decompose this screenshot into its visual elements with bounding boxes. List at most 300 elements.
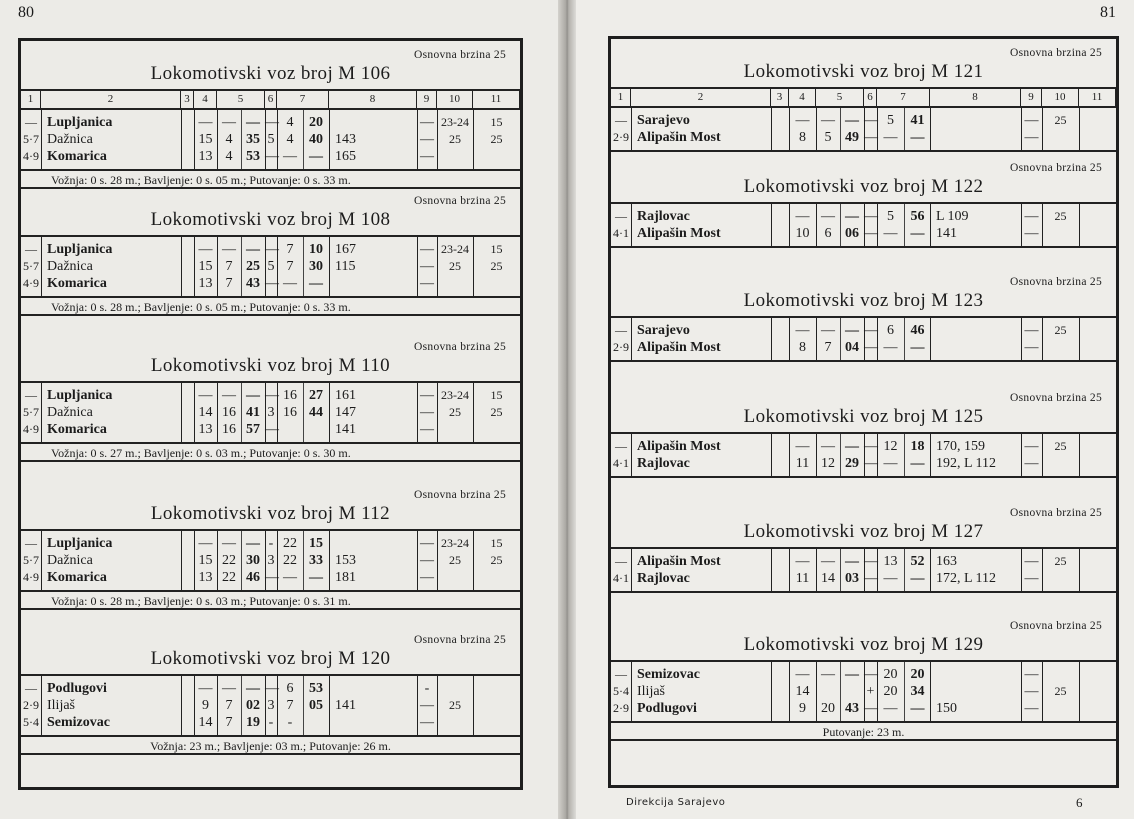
column-header: 9 bbox=[1021, 89, 1042, 106]
column-header: 3 bbox=[181, 91, 194, 108]
travel-summary: Vožnja: 0 s. 28 m.; Bavljenje: 0 s. 05 m.; Putovanje: 0 s. 33 m. bbox=[21, 171, 520, 189]
cell-c7a: — bbox=[283, 276, 297, 291]
cell-c8: 143 bbox=[335, 132, 356, 147]
cell-c6: - bbox=[268, 715, 274, 730]
column-header: 10 bbox=[437, 91, 473, 108]
cell-c9: — bbox=[1024, 209, 1039, 224]
cell-c5b: — bbox=[246, 388, 260, 403]
timetable-block bbox=[21, 333, 520, 483]
timetable-row bbox=[611, 129, 1116, 146]
cell-c6: 3 bbox=[267, 405, 275, 420]
cell-c7b: — bbox=[309, 570, 323, 585]
cell-c7b: — bbox=[910, 571, 925, 586]
cell-c6: — bbox=[265, 681, 279, 696]
cell-km: — bbox=[615, 209, 627, 223]
cell-c10: 25 bbox=[1054, 554, 1067, 568]
cell-c5b: — bbox=[246, 536, 260, 551]
column-header: 11 bbox=[1079, 89, 1116, 106]
cell-c7b: 40 bbox=[309, 132, 323, 147]
book-spine bbox=[558, 0, 576, 819]
station-name: Rajlovac bbox=[637, 209, 690, 224]
station-name: Alipašin Most bbox=[637, 554, 721, 569]
cell-c9: — bbox=[420, 553, 434, 568]
timetable-block bbox=[21, 41, 520, 191]
column-header: 8 bbox=[930, 89, 1021, 106]
cell-c5a: — bbox=[222, 242, 236, 257]
column-header: 9 bbox=[417, 91, 437, 108]
speed-label: Osnovna brzina 25 bbox=[414, 49, 506, 61]
cell-c6: — bbox=[864, 667, 878, 682]
cell-c10: 25 bbox=[1054, 684, 1067, 698]
cell-c6: - bbox=[268, 536, 274, 551]
cell-km: — bbox=[615, 439, 627, 453]
train-title bbox=[611, 61, 1116, 83]
cell-c4: — bbox=[198, 242, 213, 257]
timetable-row bbox=[21, 535, 520, 552]
cell-c5b: 43 bbox=[845, 701, 859, 716]
cell-c7a: 13 bbox=[883, 554, 898, 569]
cell-c9: — bbox=[420, 715, 434, 730]
cell-c6: — bbox=[265, 242, 279, 257]
column-header: 4 bbox=[194, 91, 217, 108]
cell-c7b: 41 bbox=[910, 113, 925, 128]
cell-c5b: — bbox=[246, 242, 260, 257]
cell-km: — bbox=[25, 388, 37, 402]
station-name: Dažnica bbox=[47, 553, 93, 568]
cell-c5b: 30 bbox=[246, 553, 260, 568]
cell-c5b: 43 bbox=[246, 276, 260, 291]
cell-c5a: — bbox=[222, 115, 236, 130]
cell-c7a: 12 bbox=[883, 439, 898, 454]
station-name: Semizovac bbox=[47, 715, 110, 730]
cell-c4: — bbox=[795, 554, 810, 569]
speed-label: Osnovna brzina 25 bbox=[1010, 507, 1102, 519]
station-name: Dažnica bbox=[47, 132, 93, 147]
travel-summary: Vožnja: 0 s. 28 m.; Bavljenje: 0 s. 03 m.; Putovanje: 0 s. 31 m. bbox=[21, 592, 520, 610]
speed-label: Osnovna brzina 25 bbox=[1010, 47, 1102, 59]
cell-c6: 5 bbox=[267, 259, 275, 274]
cell-c5b: — bbox=[845, 439, 859, 454]
cell-c8: 153 bbox=[335, 553, 356, 568]
cell-c9: — bbox=[420, 536, 434, 551]
column-header: 1 bbox=[21, 91, 41, 108]
cell-c5b: 25 bbox=[246, 259, 260, 274]
cell-km: 4·1 bbox=[613, 226, 629, 240]
cell-c9: - bbox=[424, 681, 430, 696]
cell-c10: 25 bbox=[449, 259, 461, 273]
cell-c10: 25 bbox=[1054, 209, 1067, 223]
timetable-frame-right bbox=[608, 36, 1119, 788]
cell-c5b: 53 bbox=[246, 149, 260, 164]
cell-km: 2·9 bbox=[613, 340, 629, 354]
cell-c4: 8 bbox=[799, 130, 806, 145]
cell-c6: — bbox=[864, 209, 878, 224]
cell-c5a: 12 bbox=[821, 456, 835, 471]
cell-c5a: 7 bbox=[225, 698, 233, 713]
cell-c5b: — bbox=[845, 323, 859, 338]
cell-km: 5·7 bbox=[23, 405, 39, 419]
timetable-row bbox=[21, 114, 520, 131]
cell-c5b: 04 bbox=[845, 340, 859, 355]
column-header: 2 bbox=[631, 89, 771, 106]
cell-c6: — bbox=[265, 422, 279, 437]
cell-c6: — bbox=[864, 113, 878, 128]
travel-summary: Vožnja: 0 s. 28 m.; Bavljenje: 0 s. 05 m.; Putovanje: 0 s. 33 m. bbox=[21, 298, 520, 316]
cell-c10: 25 bbox=[449, 553, 461, 567]
cell-c7a: 22 bbox=[283, 536, 297, 551]
column-header: 6 bbox=[265, 91, 277, 108]
cell-c5a: 6 bbox=[824, 226, 832, 241]
cell-c6: — bbox=[265, 149, 279, 164]
cell-c11: 15 bbox=[490, 242, 503, 256]
timetable-row bbox=[611, 208, 1116, 225]
timetable-row bbox=[611, 553, 1116, 570]
cell-c4: 11 bbox=[795, 571, 810, 586]
cell-c7a: 6 bbox=[286, 681, 294, 696]
train-number: M 121 bbox=[931, 61, 984, 82]
cell-c7a: 6 bbox=[887, 323, 894, 338]
cell-c6: — bbox=[864, 456, 878, 471]
cell-c7b: 15 bbox=[309, 536, 323, 551]
cell-c7a: 16 bbox=[283, 388, 297, 403]
cell-c9: — bbox=[420, 132, 434, 147]
cell-c9: — bbox=[1024, 554, 1039, 569]
cell-c7a: — bbox=[883, 226, 898, 241]
column-header: 11 bbox=[473, 91, 520, 108]
speed-label: Osnovna brzina 25 bbox=[1010, 392, 1102, 404]
cell-c6: + bbox=[866, 684, 875, 699]
cell-c7b: — bbox=[309, 276, 323, 291]
station-name: Ilijaš bbox=[47, 698, 75, 713]
timetable-row bbox=[21, 241, 520, 258]
cell-c4: 13 bbox=[198, 422, 213, 437]
station-name: Rajlovac bbox=[637, 571, 690, 586]
column-header: 5 bbox=[217, 91, 265, 108]
cell-c6: 5 bbox=[267, 132, 275, 147]
cell-c7a: 7 bbox=[286, 259, 294, 274]
cell-c9: — bbox=[1024, 571, 1039, 586]
cell-c10: 25 bbox=[1054, 323, 1067, 337]
cell-c7a: 4 bbox=[286, 115, 294, 130]
train-number: M 120 bbox=[338, 648, 391, 669]
cell-c10: 23-24 bbox=[441, 536, 469, 550]
train-title bbox=[21, 209, 520, 231]
timetable-body bbox=[611, 204, 1116, 248]
speed-label: Osnovna brzina 25 bbox=[414, 489, 506, 501]
publisher-note: Direkcija Sarajevo bbox=[626, 797, 726, 808]
train-title bbox=[21, 503, 520, 525]
cell-c9: — bbox=[420, 422, 434, 437]
timetable-row bbox=[21, 275, 520, 292]
cell-c5b: 03 bbox=[845, 571, 859, 586]
cell-c6: — bbox=[864, 554, 878, 569]
timetable-row bbox=[611, 570, 1116, 587]
cell-c5a: 7 bbox=[225, 276, 233, 291]
cell-c7a: 22 bbox=[283, 553, 297, 568]
timetable-row bbox=[21, 680, 520, 697]
train-number: M 127 bbox=[931, 521, 984, 542]
right-page bbox=[568, 0, 1134, 819]
cell-c8: 150 bbox=[936, 701, 957, 716]
cell-c7a: 7 bbox=[286, 698, 294, 713]
travel-summary: Vožnja: 23 m.; Bavljenje: 03 m.; Putovanje: 26 m. bbox=[21, 737, 520, 755]
column-header-row bbox=[611, 87, 1116, 108]
train-title bbox=[611, 521, 1116, 543]
timetable-block bbox=[21, 626, 520, 776]
speed-label: Osnovna brzina 25 bbox=[1010, 276, 1102, 288]
column-header: 4 bbox=[789, 89, 816, 106]
cell-c9: — bbox=[1024, 340, 1039, 355]
title-prefix: Lokomotivski voz broj bbox=[743, 634, 927, 655]
cell-c9: — bbox=[420, 149, 434, 164]
cell-c5a: — bbox=[821, 439, 835, 454]
cell-c11: 15 bbox=[490, 115, 503, 129]
cell-c9: — bbox=[420, 259, 434, 274]
cell-c5a: — bbox=[821, 667, 835, 682]
cell-km: 4·1 bbox=[613, 571, 629, 585]
train-title bbox=[611, 176, 1116, 198]
cell-c4: 8 bbox=[799, 340, 806, 355]
cell-c7b: 34 bbox=[910, 684, 925, 699]
station-name: Alipašin Most bbox=[637, 340, 721, 355]
station-name: Semizovac bbox=[637, 667, 700, 682]
cell-c5a: 16 bbox=[222, 422, 236, 437]
cell-c6: — bbox=[864, 439, 878, 454]
cell-c7b: 44 bbox=[309, 405, 323, 420]
cell-c4: 13 bbox=[198, 570, 213, 585]
cell-c5b: 06 bbox=[845, 226, 859, 241]
station-name: Sarajevo bbox=[637, 113, 690, 128]
cell-km: — bbox=[615, 667, 627, 681]
cell-km: 2·9 bbox=[23, 698, 39, 712]
cell-c8: 141 bbox=[335, 422, 356, 437]
cell-c7b: 27 bbox=[309, 388, 323, 403]
cell-c5a: — bbox=[821, 554, 835, 569]
cell-c5b: 29 bbox=[845, 456, 859, 471]
cell-c9: — bbox=[420, 698, 434, 713]
cell-c8: 167 bbox=[335, 242, 356, 257]
cell-c4: 15 bbox=[198, 553, 213, 568]
train-title bbox=[611, 634, 1116, 656]
title-prefix: Lokomotivski voz broj bbox=[743, 61, 927, 82]
station-name: Komarica bbox=[47, 422, 107, 437]
cell-c9: — bbox=[1024, 113, 1039, 128]
cell-c9: — bbox=[1024, 667, 1039, 682]
cell-c5b: — bbox=[845, 554, 859, 569]
cell-c5b: 02 bbox=[246, 698, 260, 713]
cell-km: 4·9 bbox=[23, 422, 39, 436]
cell-c7b: 18 bbox=[910, 439, 925, 454]
column-header: 2 bbox=[41, 91, 181, 108]
title-prefix: Lokomotivski voz broj bbox=[150, 355, 334, 376]
timetable-row bbox=[21, 258, 520, 275]
cell-c7b: 30 bbox=[309, 259, 323, 274]
cell-c10: 25 bbox=[449, 698, 461, 712]
cell-c5a: — bbox=[821, 113, 835, 128]
cell-c10: 25 bbox=[1054, 113, 1067, 127]
cell-c8: L 109 bbox=[936, 209, 969, 224]
timetable-row bbox=[21, 697, 520, 714]
train-number: M 110 bbox=[338, 355, 391, 376]
title-prefix: Lokomotivski voz broj bbox=[150, 503, 334, 524]
cell-c8: 172, L 112 bbox=[936, 571, 997, 586]
cell-km: 4·9 bbox=[23, 276, 39, 290]
cell-c7b: — bbox=[309, 149, 323, 164]
cell-c4: — bbox=[795, 323, 810, 338]
timetable-row bbox=[611, 700, 1116, 717]
train-number: M 108 bbox=[338, 209, 391, 230]
cell-c9: — bbox=[420, 115, 434, 130]
station-name: Ilijaš bbox=[637, 684, 665, 699]
cell-km: — bbox=[25, 681, 37, 695]
cell-km: 2·9 bbox=[613, 701, 629, 715]
cell-c7b: — bbox=[910, 701, 925, 716]
column-header-row bbox=[21, 89, 520, 110]
cell-c7a: 4 bbox=[286, 132, 294, 147]
cell-c4: 15 bbox=[198, 259, 213, 274]
cell-c5a: 22 bbox=[222, 553, 236, 568]
cell-c9: — bbox=[420, 570, 434, 585]
cell-c7a: 16 bbox=[283, 405, 297, 420]
cell-c6: — bbox=[265, 570, 279, 585]
cell-c5b: 35 bbox=[246, 132, 260, 147]
cell-c4: — bbox=[198, 681, 213, 696]
cell-c7b: — bbox=[910, 226, 925, 241]
speed-label: Osnovna brzina 25 bbox=[414, 634, 506, 646]
cell-c11: 15 bbox=[490, 536, 503, 550]
cell-c5b: 49 bbox=[845, 130, 859, 145]
timetable-body bbox=[611, 318, 1116, 362]
cell-c4: 15 bbox=[198, 132, 213, 147]
cell-c7b: 33 bbox=[309, 553, 323, 568]
timetable-body bbox=[21, 237, 520, 298]
speed-label: Osnovna brzina 25 bbox=[414, 195, 506, 207]
cell-c7a: 7 bbox=[286, 242, 294, 257]
cell-c7b: 46 bbox=[910, 323, 925, 338]
train-title bbox=[611, 406, 1116, 428]
cell-c4: 11 bbox=[795, 456, 810, 471]
cell-c11: 25 bbox=[490, 132, 503, 146]
train-number: M 123 bbox=[931, 290, 984, 311]
station-name: Rajlovac bbox=[637, 456, 690, 471]
cell-km: 5·4 bbox=[23, 715, 39, 729]
cell-c4: 9 bbox=[202, 698, 209, 713]
cell-c7b: — bbox=[910, 456, 925, 471]
station-name: Alipašin Most bbox=[637, 439, 721, 454]
station-name: Sarajevo bbox=[637, 323, 690, 338]
timetable-block bbox=[21, 187, 520, 337]
timetable-block bbox=[611, 612, 1116, 762]
cell-km: 5·7 bbox=[23, 132, 39, 146]
cell-c7b: 56 bbox=[910, 209, 925, 224]
station-name: Dažnica bbox=[47, 405, 93, 420]
cell-c9: — bbox=[1024, 439, 1039, 454]
train-title bbox=[21, 63, 520, 85]
cell-c7b: — bbox=[910, 130, 925, 145]
cell-c5a: 5 bbox=[824, 130, 832, 145]
cell-c5a: — bbox=[222, 388, 236, 403]
timetable-row bbox=[21, 404, 520, 421]
cell-c7a: — bbox=[883, 340, 898, 355]
column-header: 3 bbox=[771, 89, 789, 106]
title-prefix: Lokomotivski voz broj bbox=[743, 290, 927, 311]
station-name: Alipašin Most bbox=[637, 226, 721, 241]
cell-c5b: 19 bbox=[246, 715, 260, 730]
page-number-right: 81 bbox=[1100, 4, 1116, 21]
station-name: Alipašin Most bbox=[637, 130, 721, 145]
cell-c8: 181 bbox=[335, 570, 356, 585]
cell-c11: 25 bbox=[490, 553, 503, 567]
cell-c9: — bbox=[1024, 323, 1039, 338]
column-header: 10 bbox=[1042, 89, 1079, 106]
cell-c5b: 41 bbox=[246, 405, 260, 420]
cell-c7b: 53 bbox=[309, 681, 323, 696]
cell-c8: 147 bbox=[335, 405, 356, 420]
cell-c10: 23-24 bbox=[441, 115, 469, 129]
train-title bbox=[21, 648, 520, 670]
cell-km: 5·7 bbox=[23, 259, 39, 273]
title-prefix: Lokomotivski voz broj bbox=[150, 648, 334, 669]
title-prefix: Lokomotivski voz broj bbox=[743, 176, 927, 197]
speed-label: Osnovna brzina 25 bbox=[1010, 162, 1102, 174]
station-name: Lupljanica bbox=[47, 388, 113, 403]
cell-c6: 3 bbox=[267, 553, 275, 568]
cell-c5b: — bbox=[246, 681, 260, 696]
cell-c7a: 5 bbox=[887, 209, 894, 224]
train-title bbox=[611, 290, 1116, 312]
cell-c9: — bbox=[1024, 456, 1039, 471]
cell-c6: — bbox=[265, 276, 279, 291]
cell-c7b: 05 bbox=[309, 698, 323, 713]
station-name: Podlugovi bbox=[637, 701, 697, 716]
cell-c7a: 20 bbox=[883, 684, 898, 699]
cell-c9: — bbox=[1024, 130, 1039, 145]
title-prefix: Lokomotivski voz broj bbox=[150, 63, 334, 84]
sheet-number: 6 bbox=[1076, 795, 1083, 810]
cell-c4: 13 bbox=[198, 276, 213, 291]
cell-c4: 14 bbox=[198, 715, 213, 730]
column-header: 7 bbox=[877, 89, 930, 106]
cell-c5a: — bbox=[821, 323, 835, 338]
cell-c5a: 7 bbox=[225, 715, 233, 730]
cell-c8: 170, 159 bbox=[936, 439, 985, 454]
cell-c8: 115 bbox=[335, 259, 356, 274]
cell-c7a: - bbox=[287, 715, 293, 730]
cell-km: 5·7 bbox=[23, 553, 39, 567]
cell-c8: 161 bbox=[335, 388, 356, 403]
station-name: Podlugovi bbox=[47, 681, 107, 696]
cell-c10: 23-24 bbox=[441, 242, 469, 256]
cell-c4: 14 bbox=[795, 684, 810, 699]
cell-c5a: 22 bbox=[222, 570, 236, 585]
cell-c4: — bbox=[795, 667, 810, 682]
timetable-row bbox=[21, 714, 520, 731]
cell-c5a: — bbox=[222, 681, 236, 696]
timetable-row bbox=[21, 131, 520, 148]
cell-c5a: 20 bbox=[821, 701, 835, 716]
speed-label: Osnovna brzina 25 bbox=[1010, 620, 1102, 632]
cell-c5a: 7 bbox=[225, 259, 233, 274]
station-name: Komarica bbox=[47, 570, 107, 585]
title-prefix: Lokomotivski voz broj bbox=[743, 406, 927, 427]
travel-summary: Vožnja: 0 s. 27 m.; Bavljenje: 0 s. 03 m.; Putovanje: 0 s. 30 m. bbox=[21, 444, 520, 462]
cell-c9: — bbox=[420, 242, 434, 257]
timetable-body bbox=[21, 676, 520, 737]
cell-c7a: — bbox=[283, 149, 297, 164]
cell-km: — bbox=[615, 323, 627, 337]
cell-c4: 9 bbox=[799, 701, 806, 716]
station-name: Lupljanica bbox=[47, 536, 113, 551]
